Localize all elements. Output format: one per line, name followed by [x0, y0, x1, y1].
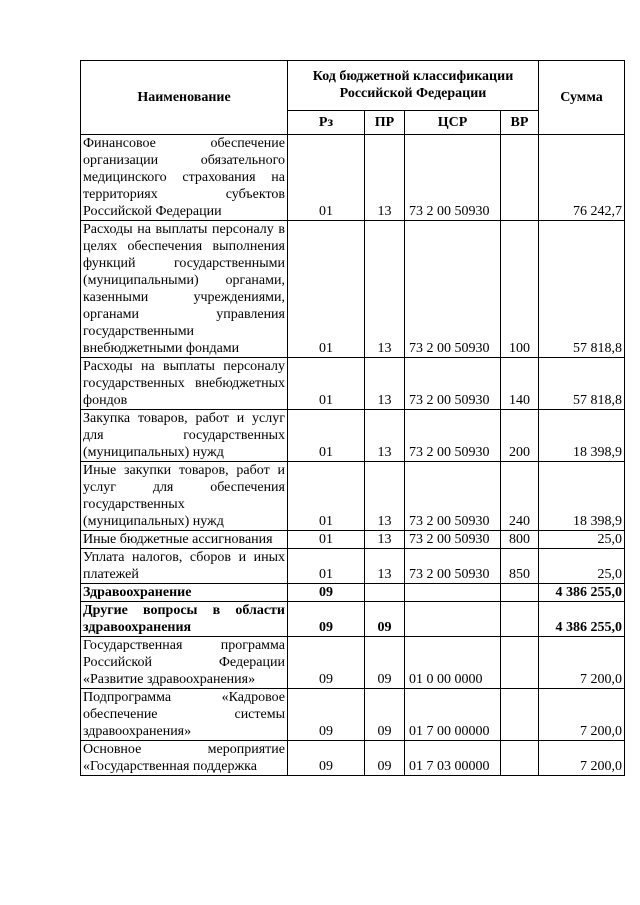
header-sum: Сумма	[539, 61, 625, 135]
row-csr: 01 0 00 0000	[405, 637, 501, 689]
row-pr	[365, 584, 405, 602]
row-csr: 73 2 00 50930	[405, 462, 501, 531]
row-vr	[501, 689, 539, 741]
row-sum: 25,0	[539, 549, 625, 584]
row-csr: 73 2 00 50930	[405, 410, 501, 462]
row-rz: 09	[288, 741, 365, 776]
row-csr: 01 7 00 00000	[405, 689, 501, 741]
row-rz: 01	[288, 462, 365, 531]
row-pr: 09	[365, 689, 405, 741]
row-csr	[405, 584, 501, 602]
row-name: Уплата налогов, сборов и иных платежей	[81, 549, 288, 584]
table-row	[81, 358, 625, 410]
row-sum: 25,0	[539, 531, 625, 549]
row-vr: 850	[501, 549, 539, 584]
row-csr: 73 2 00 50930	[405, 531, 501, 549]
row-pr: 13	[365, 531, 405, 549]
row-name: Подпрограмма «Кадровое обеспечение системы здравоохранения»	[81, 689, 288, 741]
header-name: Наименование	[81, 61, 288, 135]
row-sum: 18 398,9	[539, 410, 625, 462]
header-code-group: Код бюджетной классификации Российской Федерации	[288, 61, 539, 111]
row-vr: 240	[501, 462, 539, 531]
header-rz: Рз	[288, 110, 365, 134]
table-row	[81, 221, 625, 358]
row-rz: 01	[288, 531, 365, 549]
row-vr	[501, 637, 539, 689]
row-csr: 73 2 00 50930	[405, 358, 501, 410]
row-csr: 73 2 00 50930	[405, 549, 501, 584]
row-vr	[501, 584, 539, 602]
row-vr: 800	[501, 531, 539, 549]
row-sum: 18 398,9	[539, 462, 625, 531]
table-row	[81, 637, 625, 689]
table-row	[81, 549, 625, 584]
row-csr	[405, 602, 501, 637]
row-rz: 01	[288, 135, 365, 221]
row-rz: 01	[288, 358, 365, 410]
row-pr: 13	[365, 549, 405, 584]
row-vr	[501, 602, 539, 637]
row-sum: 7 200,0	[539, 741, 625, 776]
row-sum: 57 818,8	[539, 221, 625, 358]
row-name: Иные закупки товаров, работ и услуг для обеспечения государственных (муниципальных) нужд	[81, 462, 288, 531]
budget-table	[80, 60, 625, 776]
row-rz: 01	[288, 221, 365, 358]
row-pr: 13	[365, 358, 405, 410]
row-sum: 4 386 255,0	[539, 584, 625, 602]
table-row	[81, 531, 625, 549]
header-pr: ПР	[365, 110, 405, 134]
row-name: Расходы на выплаты персоналу государственных внебюджетных фондов	[81, 358, 288, 410]
row-vr: 140	[501, 358, 539, 410]
row-name: Основное мероприятие «Государственная поддержка	[81, 741, 288, 776]
row-sum: 76 242,7	[539, 135, 625, 221]
row-name: Закупка товаров, работ и услуг для государственных (муниципальных) нужд	[81, 410, 288, 462]
table-row	[81, 602, 625, 637]
row-pr: 13	[365, 221, 405, 358]
table-row	[81, 584, 625, 602]
row-pr: 13	[365, 135, 405, 221]
row-name: Иные бюджетные ассигнования	[81, 531, 288, 549]
row-csr: 01 7 03 00000	[405, 741, 501, 776]
row-name: Расходы на выплаты персоналу в целях обеспечения выполнения функций государственными (муниципальными) органами, казенными учреждениями, органами управления государственными внебюджетными фондами	[81, 221, 288, 358]
row-sum: 7 200,0	[539, 637, 625, 689]
row-sum: 7 200,0	[539, 689, 625, 741]
row-pr: 13	[365, 462, 405, 531]
row-rz: 01	[288, 410, 365, 462]
table-row	[81, 741, 625, 776]
row-rz: 09	[288, 602, 365, 637]
row-vr: 200	[501, 410, 539, 462]
row-sum: 4 386 255,0	[539, 602, 625, 637]
row-csr: 73 2 00 50930	[405, 135, 501, 221]
table-row	[81, 462, 625, 531]
row-sum: 57 818,8	[539, 358, 625, 410]
table-row	[81, 689, 625, 741]
row-name: Здравоохранение	[81, 584, 288, 602]
row-pr: 09	[365, 602, 405, 637]
row-csr: 73 2 00 50930	[405, 221, 501, 358]
row-rz: 01	[288, 549, 365, 584]
row-vr	[501, 135, 539, 221]
header-vr: ВР	[501, 110, 539, 134]
table-row	[81, 135, 625, 221]
row-pr: 13	[365, 410, 405, 462]
row-rz: 09	[288, 584, 365, 602]
row-name: Финансовое обеспечение организации обязательного медицинского страхования на территориях субъектов Российской Федерации	[81, 135, 288, 221]
row-rz: 09	[288, 637, 365, 689]
row-vr: 100	[501, 221, 539, 358]
table-row	[81, 410, 625, 462]
row-name: Другие вопросы в области здравоохранения	[81, 602, 288, 637]
table-body	[81, 135, 625, 776]
header-csr: ЦСР	[405, 110, 501, 134]
table-header	[81, 61, 625, 135]
row-pr: 09	[365, 637, 405, 689]
row-rz: 09	[288, 689, 365, 741]
row-vr	[501, 741, 539, 776]
row-name: Государственная программа Российской Федерации «Развитие здравоохранения»	[81, 637, 288, 689]
row-pr: 09	[365, 741, 405, 776]
